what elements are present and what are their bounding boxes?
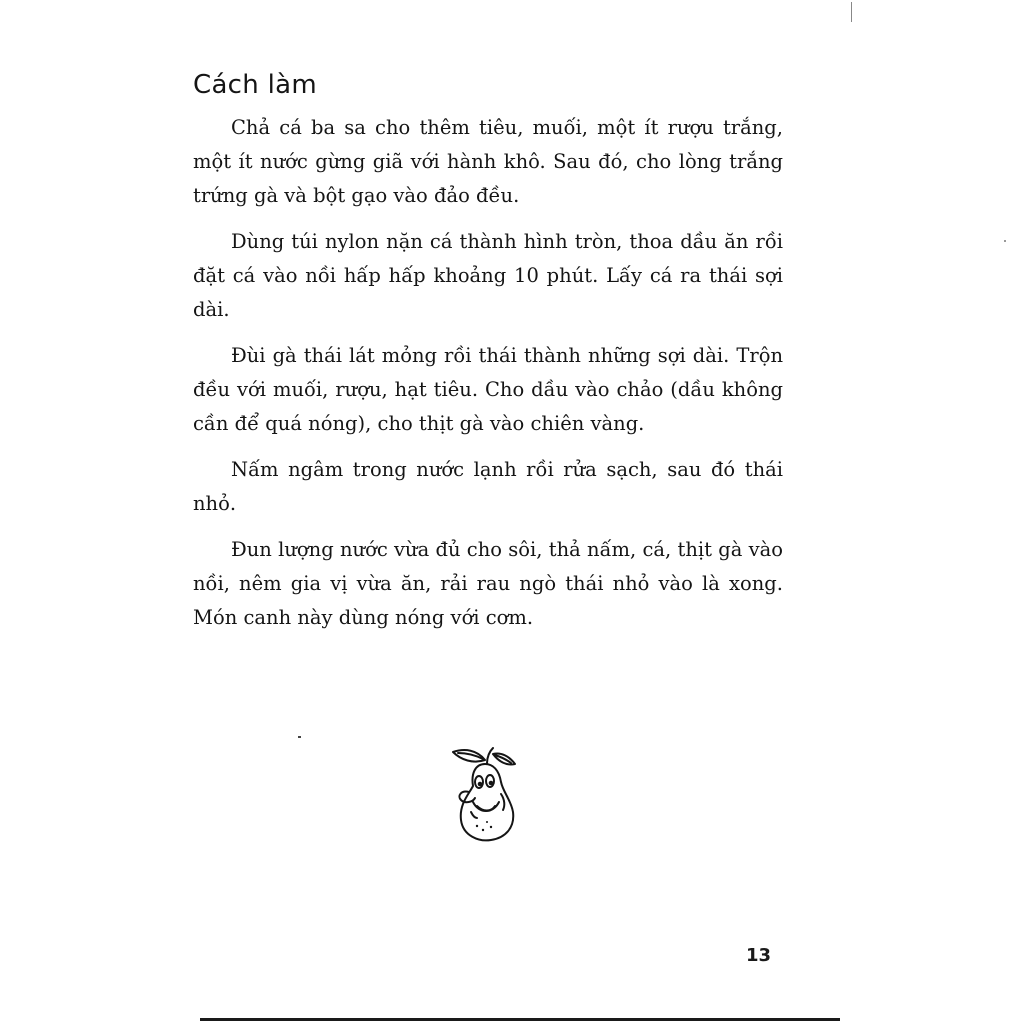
page-number: 13 bbox=[746, 945, 772, 966]
bottom-rule bbox=[200, 1018, 840, 1021]
instruction-paragraph: Chả cá ba sa cho thêm tiêu, muối, một ít rượu trắng, một ít nước gừng giã với hành khô. Sau đó, cho lòng trắng trứng gà và bột gạo vào đảo đều. bbox=[193, 116, 783, 207]
instruction-paragraph: Dùng túi nylon nặn cá thành hình tròn, thoa dầu ăn rồi đặt cá vào nồi hấp hấp khoảng 10 phút. Lấy cá ra thái sợi dài. bbox=[193, 230, 783, 321]
instruction-paragraph: Đun lượng nước vừa đủ cho sôi, thả nấm, cá, thịt gà vào nồi, nêm gia vị vừa ăn, rải rau ngò thái nhỏ vào là xong. Món canh này dùng nóng với cơm. bbox=[193, 538, 783, 629]
scan-speck bbox=[298, 736, 301, 738]
pear-cartoon-icon bbox=[447, 742, 527, 844]
recipe-instructions bbox=[193, 111, 783, 647]
instruction-paragraph: Nấm ngâm trong nước lạnh rồi rửa sạch, sau đó thái nhỏ. bbox=[193, 458, 783, 515]
scan-speck bbox=[1004, 240, 1006, 242]
section-heading: Cách làm bbox=[193, 70, 318, 100]
scan-edge-mark bbox=[851, 2, 852, 22]
instruction-paragraph: Đùi gà thái lát mỏng rồi thái thành những sợi dài. Trộn đều với muối, rượu, hạt tiêu. Cho dầu vào chảo (dầu không cần để quá nóng), cho thịt gà vào chiên vàng. bbox=[193, 344, 783, 435]
